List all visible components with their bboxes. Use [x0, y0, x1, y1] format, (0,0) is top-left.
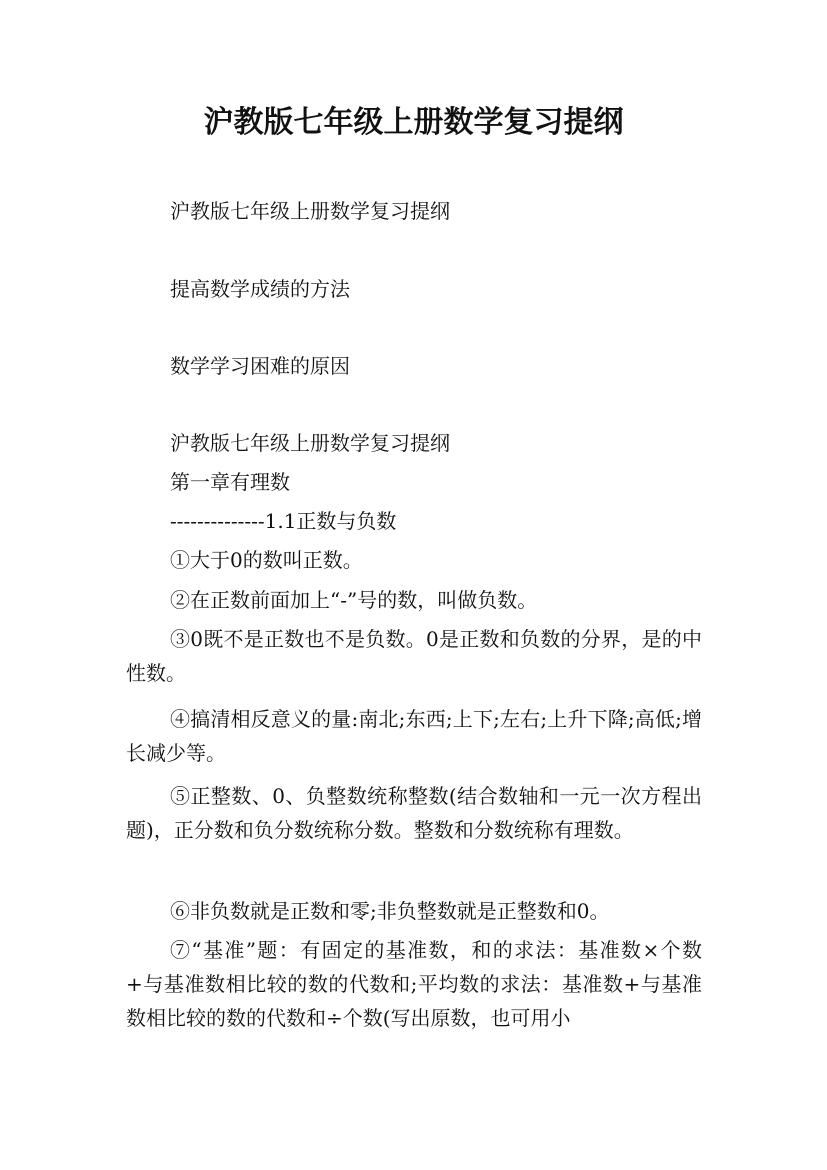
paragraph-item-2: ②在正数前面加上“-”号的数，叫做负数。: [170, 588, 538, 612]
paragraph-item-5: ⑤正整数、0、负整数统称整数(结合数轴和一元一次方程出题)，正分数和负分数统称分数。整数和分数统称有理数。: [126, 784, 702, 842]
toc-item: 沪教版七年级上册数学复习提纲: [170, 199, 450, 223]
toc-item: 提高数学成绩的方法: [170, 277, 350, 301]
section-title: 沪教版七年级上册数学复习提纲: [170, 431, 450, 455]
document-title: 沪教版七年级上册数学复习提纲: [203, 105, 624, 140]
subsection-heading: --------------1.1正数与负数: [170, 509, 397, 533]
paragraph-item-3: ③0既不是正数也不是负数。0是正数和负数的分界，是的中性数。: [126, 627, 702, 685]
paragraph-item-6: ⑥非负数就是正数和零;非负整数就是正整数和0。: [170, 899, 610, 923]
chapter-heading: 第一章有理数: [170, 470, 290, 494]
paragraph-item-4: ④搞清相反意义的量:南北;东西;上下;左右;上升下降;高低;增长减少等。: [126, 707, 702, 765]
paragraph-item-7: ⑦“基准”题：有固定的基准数，和的求法：基准数×个数+与基准数相比较的数的代数和;平均数的求法：基准数+与基准数相比较的数的代数和÷个数(写出原数，也可用小: [126, 938, 702, 1030]
toc-item: 数学学习困难的原因: [170, 354, 350, 378]
paragraph-item-1: ①大于0的数叫正数。: [170, 548, 363, 572]
